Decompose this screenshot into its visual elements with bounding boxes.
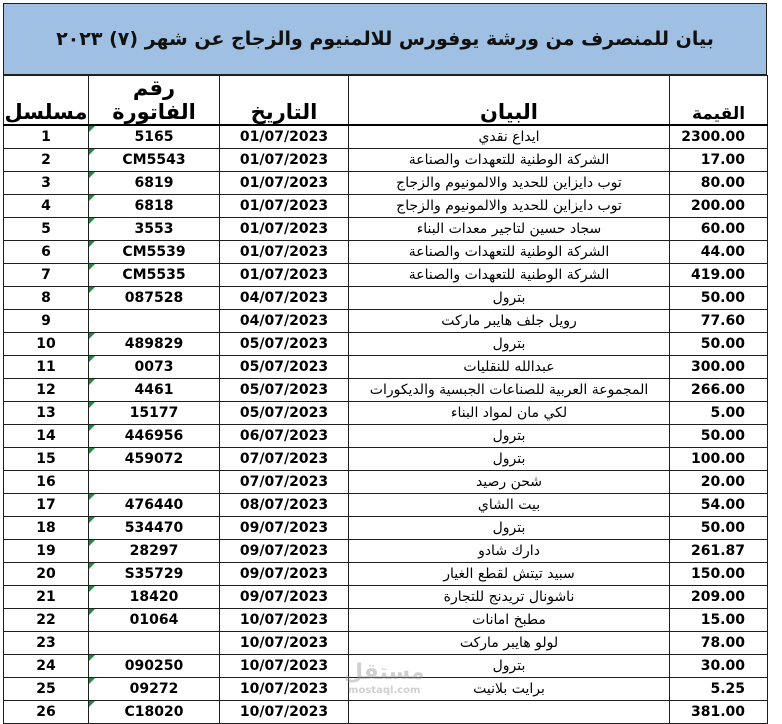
cell-value[interactable]: 300.00 <box>670 356 768 379</box>
cell-description[interactable]: شحن رصيد <box>349 471 670 494</box>
cell-value[interactable]: 44.00 <box>670 241 768 264</box>
cell-description[interactable]: بترول <box>349 287 670 310</box>
cell-invoice[interactable]: 459072 <box>89 448 220 471</box>
cell-invoice[interactable]: 4461 <box>89 379 220 402</box>
cell-invoice[interactable]: 28297 <box>89 540 220 563</box>
table-row <box>4 287 768 310</box>
cell-invoice[interactable]: 0073 <box>89 356 220 379</box>
cell-serial[interactable]: 5 <box>4 218 89 241</box>
watermark-latin: mostaql.com <box>348 685 421 696</box>
cell-date[interactable]: 05/07/2023 <box>220 402 349 425</box>
cell-date[interactable]: 10/07/2023 <box>220 609 349 632</box>
table-row <box>4 379 768 402</box>
cell-invoice[interactable]: 446956 <box>89 425 220 448</box>
table-row <box>4 310 768 333</box>
cell-invoice[interactable]: 489829 <box>89 333 220 356</box>
cell-value[interactable]: 419.00 <box>670 264 768 287</box>
cell-value[interactable]: 50.00 <box>670 425 768 448</box>
cell-description[interactable]: رويل جلف هايبر ماركت <box>349 310 670 333</box>
cell-invoice[interactable]: CM5539 <box>89 241 220 264</box>
cell-description[interactable]: المجموعة العربية للصناعات الجبسية والديكورات <box>349 379 670 402</box>
cell-value[interactable]: 209.00 <box>670 586 768 609</box>
cell-date[interactable]: 04/07/2023 <box>220 287 349 310</box>
table-row <box>4 402 768 425</box>
header-value[interactable]: القيمة <box>670 76 768 126</box>
cell-date[interactable]: 01/07/2023 <box>220 264 349 287</box>
cell-date[interactable]: 01/07/2023 <box>220 218 349 241</box>
table-row <box>4 494 768 517</box>
error-indicator-icon[interactable] <box>89 379 95 385</box>
cell-value[interactable]: 80.00 <box>670 172 768 195</box>
cell-value[interactable]: 50.00 <box>670 333 768 356</box>
cell-description[interactable]: توب دايزاين للحديد والالمونيوم والزجاج <box>349 195 670 218</box>
cell-value[interactable]: 17.00 <box>670 149 768 172</box>
cell-value[interactable]: 50.00 <box>670 287 768 310</box>
cell-value[interactable]: 15.00 <box>670 609 768 632</box>
cell-date[interactable]: 05/07/2023 <box>220 379 349 402</box>
error-indicator-icon[interactable] <box>89 540 95 546</box>
cell-description[interactable]: ناشونال تريدنج للتجارة <box>349 586 670 609</box>
cell-serial[interactable]: 13 <box>4 402 89 425</box>
table-row <box>4 218 768 241</box>
cell-date[interactable]: 01/07/2023 <box>220 172 349 195</box>
cell-invoice[interactable]: CM5535 <box>89 264 220 287</box>
cell-value[interactable]: 5.25 <box>670 678 768 701</box>
table-row <box>4 356 768 379</box>
error-indicator-icon[interactable] <box>89 563 95 569</box>
watermark-arabic: مستقل <box>344 660 425 685</box>
table-row <box>4 540 768 563</box>
error-indicator-icon[interactable] <box>89 172 95 178</box>
error-indicator-icon[interactable] <box>89 655 95 661</box>
error-indicator-icon[interactable] <box>89 609 95 615</box>
table-row <box>4 471 768 494</box>
error-indicator-icon[interactable] <box>89 149 95 155</box>
cell-value[interactable]: 381.00 <box>670 701 768 724</box>
cell-serial[interactable]: 4 <box>4 195 89 218</box>
cell-value[interactable]: 261.87 <box>670 540 768 563</box>
cell-serial[interactable]: 21 <box>4 586 89 609</box>
cell-date[interactable]: 01/07/2023 <box>220 241 349 264</box>
cell-invoice[interactable]: 090250 <box>89 655 220 678</box>
cell-value[interactable]: 20.00 <box>670 471 768 494</box>
table-row <box>4 172 768 195</box>
cell-value[interactable]: 50.00 <box>670 517 768 540</box>
cell-serial[interactable]: 2 <box>4 149 89 172</box>
cell-invoice[interactable]: 01064 <box>89 609 220 632</box>
cell-description[interactable]: بترول <box>349 425 670 448</box>
cell-invoice[interactable] <box>89 471 220 494</box>
table-row <box>4 149 768 172</box>
error-indicator-icon[interactable] <box>89 494 95 500</box>
cell-date[interactable]: 01/07/2023 <box>220 149 349 172</box>
error-indicator-icon[interactable] <box>89 333 95 339</box>
table-row <box>4 701 768 724</box>
error-indicator-icon[interactable] <box>89 126 95 132</box>
error-indicator-icon[interactable] <box>89 218 95 224</box>
cell-serial[interactable]: 1 <box>4 125 89 149</box>
cell-description[interactable]: توب دايزاين للحديد والالمونيوم والزجاج <box>349 172 670 195</box>
cell-description[interactable]: دارك شادو <box>349 540 670 563</box>
error-indicator-icon[interactable] <box>89 241 95 247</box>
cell-invoice[interactable]: 087528 <box>89 287 220 310</box>
cell-value[interactable]: 100.00 <box>670 448 768 471</box>
error-indicator-icon[interactable] <box>89 425 95 431</box>
cell-serial[interactable]: 24 <box>4 655 89 678</box>
cell-date[interactable]: 09/07/2023 <box>220 540 349 563</box>
cell-description[interactable]: ايداع نقدي <box>349 125 670 149</box>
cell-description[interactable]: الشركة الوطنية للتعهدات والصناعة <box>349 149 670 172</box>
cell-description[interactable]: بترول <box>349 448 670 471</box>
cell-invoice[interactable]: 6818 <box>89 195 220 218</box>
cell-serial[interactable]: 18 <box>4 517 89 540</box>
cell-description[interactable]: برايت بلانيت <box>349 678 670 701</box>
error-indicator-icon[interactable] <box>89 701 95 707</box>
cell-date[interactable]: 05/07/2023 <box>220 356 349 379</box>
cell-date[interactable]: 07/07/2023 <box>220 448 349 471</box>
cell-value[interactable]: 266.00 <box>670 379 768 402</box>
table-row <box>4 609 768 632</box>
cell-serial[interactable]: 12 <box>4 379 89 402</box>
cell-description[interactable]: سجاد حسين لتاجير معدات البناء <box>349 218 670 241</box>
cell-invoice[interactable]: 6819 <box>89 172 220 195</box>
cell-invoice[interactable] <box>89 310 220 333</box>
error-indicator-icon[interactable] <box>89 586 95 592</box>
error-indicator-icon[interactable] <box>89 517 95 523</box>
table-row <box>4 241 768 264</box>
watermark-logo <box>344 660 424 696</box>
cell-value[interactable]: 77.60 <box>670 310 768 333</box>
cell-invoice[interactable] <box>89 632 220 655</box>
table-row <box>4 448 768 471</box>
table-row <box>4 563 768 586</box>
cell-serial[interactable]: 6 <box>4 241 89 264</box>
header-row <box>4 76 768 126</box>
table-row <box>4 264 768 287</box>
cell-date[interactable]: 08/07/2023 <box>220 494 349 517</box>
cell-date[interactable]: 01/07/2023 <box>220 125 349 149</box>
sheet-title: بيان للمنصرف من ورشة يوفورس للالمنيوم والزجاج عن شهر (٧) ٢٠٢٣ <box>3 3 767 75</box>
table-row <box>4 425 768 448</box>
cell-description[interactable] <box>349 701 670 724</box>
cell-description[interactable]: لولو هايبر ماركت <box>349 632 670 655</box>
cell-value[interactable]: 200.00 <box>670 195 768 218</box>
cell-invoice[interactable]: 5165 <box>89 125 220 149</box>
cell-serial[interactable]: 17 <box>4 494 89 517</box>
error-indicator-icon[interactable] <box>89 356 95 362</box>
cell-serial[interactable]: 15 <box>4 448 89 471</box>
cell-value[interactable]: 54.00 <box>670 494 768 517</box>
cell-serial[interactable]: 14 <box>4 425 89 448</box>
cell-invoice[interactable]: 476440 <box>89 494 220 517</box>
error-indicator-icon[interactable] <box>89 195 95 201</box>
cell-date[interactable]: 10/07/2023 <box>220 632 349 655</box>
cell-serial[interactable]: 20 <box>4 563 89 586</box>
cell-invoice[interactable]: C18020 <box>89 701 220 724</box>
cell-invoice[interactable]: 3553 <box>89 218 220 241</box>
cell-value[interactable]: 2300.00 <box>670 125 768 149</box>
error-indicator-icon[interactable] <box>89 678 95 684</box>
expense-table <box>3 75 768 724</box>
cell-serial[interactable]: 23 <box>4 632 89 655</box>
cell-serial[interactable]: 25 <box>4 678 89 701</box>
table-row <box>4 632 768 655</box>
cell-date[interactable]: 10/07/2023 <box>220 701 349 724</box>
cell-serial[interactable]: 9 <box>4 310 89 333</box>
cell-date[interactable]: 05/07/2023 <box>220 333 349 356</box>
cell-serial[interactable]: 26 <box>4 701 89 724</box>
cell-invoice[interactable]: 09272 <box>89 678 220 701</box>
cell-description[interactable]: بترول <box>349 655 670 678</box>
table-row <box>4 125 768 149</box>
cell-description[interactable]: الشركة الوطنية للتعهدات والصناعة <box>349 264 670 287</box>
cell-date[interactable]: 09/07/2023 <box>220 563 349 586</box>
cell-serial[interactable]: 16 <box>4 471 89 494</box>
cell-serial[interactable]: 8 <box>4 287 89 310</box>
cell-date[interactable]: 09/07/2023 <box>220 586 349 609</box>
cell-invoice[interactable]: 15177 <box>89 402 220 425</box>
error-indicator-icon[interactable] <box>89 287 95 293</box>
error-indicator-icon[interactable] <box>89 448 95 454</box>
cell-invoice[interactable]: 18420 <box>89 586 220 609</box>
cell-description[interactable]: لكي مان لمواد البناء <box>349 402 670 425</box>
error-indicator-icon[interactable] <box>89 402 95 408</box>
cell-description[interactable]: عبدالله للنقليات <box>349 356 670 379</box>
cell-value[interactable]: 150.00 <box>670 563 768 586</box>
table-row <box>4 195 768 218</box>
cell-description[interactable]: مطبخ امانات <box>349 609 670 632</box>
cell-date[interactable]: 07/07/2023 <box>220 471 349 494</box>
cell-invoice[interactable]: CM5543 <box>89 149 220 172</box>
cell-serial[interactable]: 10 <box>4 333 89 356</box>
cell-value[interactable]: 78.00 <box>670 632 768 655</box>
cell-date[interactable]: 06/07/2023 <box>220 425 349 448</box>
table-row <box>4 586 768 609</box>
cell-serial[interactable]: 11 <box>4 356 89 379</box>
cell-invoice[interactable]: 534470 <box>89 517 220 540</box>
cell-value[interactable]: 30.00 <box>670 655 768 678</box>
cell-date[interactable]: 10/07/2023 <box>220 678 349 701</box>
cell-description[interactable]: سبيد تيتش لقطع الغيار <box>349 563 670 586</box>
error-indicator-icon[interactable] <box>89 264 95 270</box>
cell-serial[interactable]: 22 <box>4 609 89 632</box>
cell-date[interactable]: 09/07/2023 <box>220 517 349 540</box>
table-row <box>4 333 768 356</box>
cell-description[interactable]: بترول <box>349 517 670 540</box>
cell-serial[interactable]: 19 <box>4 540 89 563</box>
cell-description[interactable]: الشركة الوطنية للتعهدات والصناعة <box>349 241 670 264</box>
header-serial[interactable]: مسلسل <box>4 76 89 126</box>
cell-description[interactable]: بترول <box>349 333 670 356</box>
header-description[interactable]: البيان <box>349 76 670 126</box>
header-date[interactable]: التاريخ <box>220 76 349 126</box>
cell-date[interactable]: 04/07/2023 <box>220 310 349 333</box>
cell-date[interactable]: 10/07/2023 <box>220 655 349 678</box>
header-invoice[interactable]: رقم الفاتورة <box>89 76 220 126</box>
cell-value[interactable]: 60.00 <box>670 218 768 241</box>
table-row <box>4 517 768 540</box>
cell-serial[interactable]: 3 <box>4 172 89 195</box>
cell-serial[interactable]: 7 <box>4 264 89 287</box>
cell-value[interactable]: 5.00 <box>670 402 768 425</box>
cell-invoice[interactable]: S35729 <box>89 563 220 586</box>
cell-description[interactable]: بيت الشاي <box>349 494 670 517</box>
cell-date[interactable]: 01/07/2023 <box>220 195 349 218</box>
